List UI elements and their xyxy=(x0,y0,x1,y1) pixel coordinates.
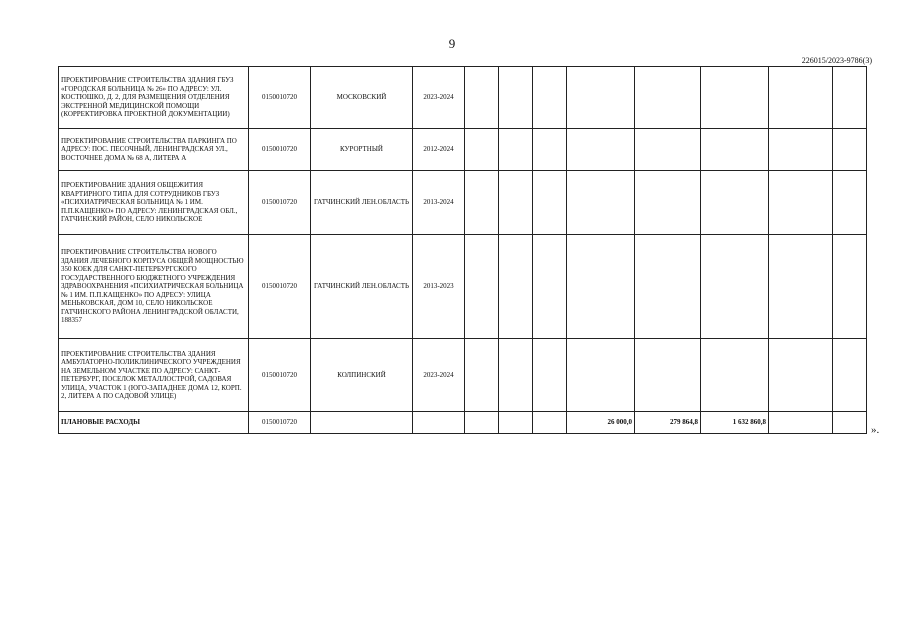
table-row xyxy=(59,67,867,129)
table-row xyxy=(59,235,867,339)
value-cell xyxy=(635,235,701,339)
district-cell: МОСКОВСКИЙ xyxy=(311,67,413,129)
period-cell: 2012-2024 xyxy=(413,129,465,171)
value-cell xyxy=(533,339,567,412)
value-cell xyxy=(701,129,769,171)
total-value-cell xyxy=(769,412,833,434)
total-code-cell: 0150010720 xyxy=(249,412,311,434)
budget-code-cell: 0150010720 xyxy=(249,171,311,235)
value-cell xyxy=(499,67,533,129)
project-name-cell: ПРОЕКТИРОВАНИЕ СТРОИТЕЛЬСТВА ЗДАНИЯ АМБУЛАТОРНО-ПОЛИКЛИНИЧЕСКОГО УЧРЕЖДЕНИЯ НА ЗЕМЕЛЬНОМ УЧАСТКЕ ПО АДРЕСУ: САНКТ-ПЕТЕРБУРГ, ПОСЕЛОК МЕТАЛЛОСТРОЙ, САДОВАЯ УЛИЦА, УЧАСТОК 1 (ЮГО-ЗАПАДНЕЕ ДОМА 12, КОРП. 2, ЛИТЕРА А ПО САДОВОЙ УЛИЦЕ) xyxy=(59,339,249,412)
value-cell xyxy=(567,67,635,129)
value-cell xyxy=(465,339,499,412)
document-reference: 226015/2023-9786(3) xyxy=(801,56,872,65)
value-cell xyxy=(567,129,635,171)
total-district-cell xyxy=(311,412,413,434)
total-value-cell xyxy=(533,412,567,434)
total-value-cell: 26 000,0 xyxy=(567,412,635,434)
period-cell: 2013-2024 xyxy=(413,171,465,235)
page-number: 9 xyxy=(448,36,456,51)
value-cell xyxy=(833,339,867,412)
project-name-cell: ПРОЕКТИРОВАНИЕ СТРОИТЕЛЬСТВА ЗДАНИЯ ГБУЗ «ГОРОДСКАЯ БОЛЬНИЦА № 26» ПО АДРЕСУ: УЛ. КОСТЮШКО, Д. 2, ДЛЯ РАЗМЕЩЕНИЯ ОТДЕЛЕНИЯ ЭКСТРЕННОЙ МЕДИЦИНСКОЙ ПОМОЩИ (КОРРЕКТИРОВКА ПРОЕКТНОЙ ДОКУМЕНТАЦИИ) xyxy=(59,67,249,129)
value-cell xyxy=(499,171,533,235)
table-row xyxy=(59,339,867,412)
value-cell xyxy=(701,339,769,412)
value-cell xyxy=(833,235,867,339)
value-cell xyxy=(769,171,833,235)
total-value-cell: 1 632 860,8 xyxy=(701,412,769,434)
period-cell: 2023-2024 xyxy=(413,339,465,412)
value-cell xyxy=(769,129,833,171)
total-period-cell xyxy=(413,412,465,434)
budget-code-cell: 0150010720 xyxy=(249,235,311,339)
value-cell xyxy=(567,235,635,339)
value-cell xyxy=(465,129,499,171)
value-cell xyxy=(769,67,833,129)
value-cell xyxy=(567,339,635,412)
period-cell: 2023-2024 xyxy=(413,67,465,129)
total-value-cell: 279 864,8 xyxy=(635,412,701,434)
value-cell xyxy=(769,235,833,339)
value-cell xyxy=(533,67,567,129)
value-cell xyxy=(833,129,867,171)
budget-code-cell: 0150010720 xyxy=(249,129,311,171)
project-name-cell: ПРОЕКТИРОВАНИЕ СТРОИТЕЛЬСТВА НОВОГО ЗДАНИЯ ЛЕЧЕБНОГО КОРПУСА ОБЩЕЙ МОЩНОСТЬЮ 350 КОЕК ДЛЯ САНКТ-ПЕТЕРБУРГСКОГО ГОСУДАРСТВЕННОГО БЮДЖЕТНОГО УЧРЕЖДЕНИЯ ЗДРАВООХРАНЕНИЯ «ПСИХИАТРИЧЕСКАЯ БОЛЬНИЦА № 1 ИМ. П.П.КАЩЕНКО» ПО АДРЕСУ: УЛИЦА МЕНЬКОВСКАЯ, ДОМ 10, СЕЛО НИКОЛЬСКОЕ ГАТЧИНСКОГО РАЙОНА ЛЕНИНГРАДСКОЙ ОБЛАСТИ, 188357 xyxy=(59,235,249,339)
budget-code-cell: 0150010720 xyxy=(249,339,311,412)
project-name-cell: ПРОЕКТИРОВАНИЕ СТРОИТЕЛЬСТВА ПАРКИНГА ПО АДРЕСУ: ПОС. ПЕСОЧНЫЙ, ЛЕНИНГРАДСКАЯ УЛ., ВОСТОЧНЕЕ ДОМА № 68 А, ЛИТЕРА А xyxy=(59,129,249,171)
total-value-cell xyxy=(465,412,499,434)
value-cell xyxy=(465,67,499,129)
value-cell xyxy=(465,171,499,235)
value-cell xyxy=(701,235,769,339)
value-cell xyxy=(499,129,533,171)
value-cell xyxy=(499,235,533,339)
value-cell xyxy=(635,339,701,412)
value-cell xyxy=(567,171,635,235)
value-cell xyxy=(499,339,533,412)
value-cell xyxy=(533,171,567,235)
closing-quote-mark: ». xyxy=(871,424,880,436)
period-cell: 2013-2023 xyxy=(413,235,465,339)
total-value-cell xyxy=(833,412,867,434)
expenditure-table xyxy=(58,66,867,434)
district-cell: ГАТЧИНСКИЙ ЛЕН.ОБЛАСТЬ xyxy=(311,235,413,339)
total-value-cell xyxy=(499,412,533,434)
value-cell xyxy=(635,171,701,235)
value-cell xyxy=(833,67,867,129)
project-name-cell: ПРОЕКТИРОВАНИЕ ЗДАНИЯ ОБЩЕЖИТИЯ КВАРТИРНОГО ТИПА ДЛЯ СОТРУДНИКОВ ГБУЗ «ПСИХИАТРИЧЕСКАЯ БОЛЬНИЦА № 1 ИМ. П.П.КАЩЕНКО» ПО АДРЕСУ: ЛЕНИНГРАДСКАЯ ОБЛ., ГАТЧИНСКИЙ РАЙОН, СЕЛО НИКОЛЬСКОЕ xyxy=(59,171,249,235)
table-row xyxy=(59,171,867,235)
value-cell xyxy=(769,339,833,412)
value-cell xyxy=(635,129,701,171)
value-cell xyxy=(533,235,567,339)
value-cell xyxy=(833,171,867,235)
value-cell xyxy=(465,235,499,339)
district-cell: КОЛПИНСКИЙ xyxy=(311,339,413,412)
district-cell: КУРОРТНЫЙ xyxy=(311,129,413,171)
budget-code-cell: 0150010720 xyxy=(249,67,311,129)
total-label-cell: ПЛАНОВЫЕ РАСХОДЫ xyxy=(59,412,249,434)
value-cell xyxy=(533,129,567,171)
value-cell xyxy=(701,171,769,235)
table-row xyxy=(59,129,867,171)
value-cell xyxy=(635,67,701,129)
district-cell: ГАТЧИНСКИЙ ЛЕН.ОБЛАСТЬ xyxy=(311,171,413,235)
total-row xyxy=(59,412,867,434)
value-cell xyxy=(701,67,769,129)
